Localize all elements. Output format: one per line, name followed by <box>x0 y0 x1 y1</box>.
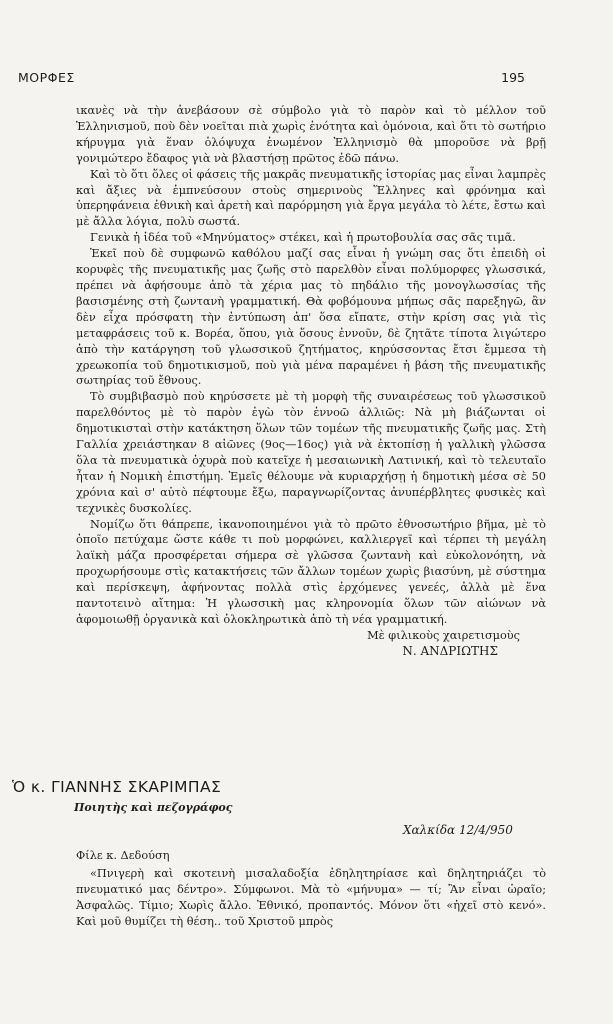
journal-title: ΜΟΡΦΕΣ <box>18 70 75 85</box>
salutation: Φίλε κ. Δεδούση <box>76 849 170 862</box>
paragraph-3: Γενικὰ ἡ ἰδέα τοῦ «Μηνύματος» στέκει, καὶ ἡ πρωτοβουλία σας σᾶς τιμᾶ. <box>90 231 516 245</box>
paragraph-1: ικανὲς νὰ τὴν ἀνεβάσουν σὲ σύμβολο γιὰ τὸ παρὸν καὶ τὸ μέλλον τοῦ Ἑλληνισμοῦ, ποὺ δὲν νοεῖται πιὰ χωρὶς ἑνότητα καὶ ὁμόνοια, καὶ ὅτι τὸ σωτήριο κήρυγμα γιὰ ἕναν ὁλόψυχα ἑνωμένον Ἑλληνισμὸ θὰ μποροῦσε νὰ βρῇ γονιμώτερο ἔδαφος γιὰ νὰ βλαστήσῃ πρῶτος ἐδῶ πάνω. <box>76 104 546 165</box>
paragraph-6: Νομίζω ὅτι θάπρεπε, ἱκανοποιημένοι γιὰ τὸ πρῶτο ἐθνοσωτήριο βῆμα, μὲ τὸ ὁποῖο πετύχαμε ὥστε κάθε τι ποὺ μορφώνει, καλλιεργεῖ καὶ τέρπει τὴ μεγάλη λαϊκὴ μάζα προσφέρεται σήμερα σὲ γλῶσσα ζωντανὴ καὶ εὐκολονόητη, νὰ προχωρήσουμε στὶς κατακτήσεις τῶν ἄλλων τομέων χωρὶς βιασύνη, μὲ σύστημα καὶ περίσκεψη, ἀφήνοντας πολλὰ στὶς ἐρχόμενες γενεές, ἀλλὰ μὲ ἕνα παντοτεινὸ αἴτημα: Ἡ γλωσσικὴ μας κληρονομία ὅλων τῶν αἰώνων νὰ ἀφομοιωθῇ ὀργανικὰ καὶ ὁλοκληρωτικὰ ἀπὸ τὴ νέα γραμματική. <box>76 517 546 626</box>
paragraph-2: Καὶ τὸ ὅτι ὅλες οἱ φάσεις τῆς μακρᾶς πνευματικῆς ἱστορίας μας εἶναι λαμπρὲς καὶ ἄξιες νὰ ἐμπνεύσουν στοὺς σημερινοὺς Ἕλληνες καὶ φρόνημα καὶ ὑπερηφάνεια ἐθνικὴ καὶ ἀρετὴ καὶ παρόρμηση γιὰ ἔργα μεγάλα τὸ λέτε, ἔστω καὶ μὲ ἄλλα λόγια, πολὺ σωστά. <box>76 167 546 229</box>
letter-andriotis <box>76 103 546 660</box>
place-date: Χαλκίδα 12/4/950 <box>403 823 513 837</box>
section-author-heading: Ὁ κ. ΓΙΑΝΝΗΣ ΣΚΑΡΙΜΠΑΣ <box>12 778 222 796</box>
author-subtitle: Ποιητὴς καὶ πεζογράφος <box>74 801 233 814</box>
page-number: 195 <box>501 70 525 85</box>
letter-signature: Ν. ΑΝΔΡΙΩΤΗΣ <box>402 643 498 658</box>
letter-closing: Μὲ φιλικοὺς χαιρετισμοὺς <box>367 628 520 642</box>
paragraph-7: «Πνιγερὴ καὶ σκοτεινὴ μισαλαδοξία ἐδηλητηρίασε καὶ δηλητηριάζει τὸ πνευματικό μας δέντρο». Σύμφωνοι. Μὰ τὸ «μήνυμα» — τί; Ἂν εἶναι ὡραῖο; Ἀσφαλῶς. Τίμιο; Χωρὶς ἄλλο. Ἐθνικό, προπαντός. Μόνον ὅτι «ἠχεῖ στὸ κενό». Καὶ μοῦ θυμίζει τὴ θέση.. τοῦ Χριστοῦ μπρὸς <box>76 866 546 928</box>
letter-skarimpas <box>76 848 546 930</box>
paragraph-4: Ἐκεῖ ποὺ δὲ συμφωνῶ καθόλου μαζί σας εἶναι ἡ γνώμη σας ὅτι ἐπειδὴ οἱ κορυφὲς τῆς πνευματικῆς μας ζωῆς στὸ παρελθὸν εἶναι πολύμορφες γλωσσικά, πρέπει νὰ ἀφήσουμε ἀπὸ τὰ χέρια μας τὸ πηδάλιο τῆς μονογλωσσίας τῆς βασισμένης στὴ ζωντανὴ γραμματική. Θὰ φοβόμουνα μήπως σᾶς παρεξηγῶ, ἂν δὲν εἶχα πρόσφατη τὴν ἐντύπωση ἀπ' ὅσα εἴπατε, στὴν κρίση σας γιὰ τὶς μεταφράσεις τοῦ κ. Βορέα, ὅπου, γιὰ ὅσους ἐννοῦν, δὲ ζητᾶτε τίποτα λιγώτερο ἀπὸ τὴν κατάργηση τοῦ γλωσσικοῦ ζητήματος, κηρύσσοντας ἔτσι ἔμμεσα τὴ χρεωκοπία τοῦ δημοτικισμοῦ, ποὺ γιὰ μένα παραμένει ἡ βάση τῆς πνευματικῆς σωτηρίας τοῦ ἔθνους. <box>76 247 546 388</box>
paragraph-5: Τὸ συμβιβασμὸ ποὺ κηρύσσετε μὲ τὴ μορφὴ τῆς συναιρέσεως τοῦ γλωσσικοῦ παρελθόντος μὲ τὸ παρὸν ἐγὼ τὸν ἐννοῶ ἀλλιῶς: Νὰ μὴ βιάζωνται οἱ δημοτικισταὶ στὴν κατάκτηση ὅλων τῶν τομέων τῆς πνευματικῆς ζωῆς μας. Στὴ Γαλλία χρειάστηκαν 8 αἰῶνες (9ος—16ος) γιὰ νὰ ἐκτοπίσῃ ἡ γαλλικὴ γλῶσσα ὅλα τὰ πνευματικὰ ὀχυρὰ ποὺ κατεῖχε ἡ μεσαιωνικὴ Λατινική, καὶ τὸ τελευταῖο ἦταν ἡ Νομικὴ ἐπιστήμη. Ἐμεῖς θέλουμε νὰ κυριαρχήσῃ ἡ δημοτικὴ μέσα σὲ 50 χρόνια καὶ σ' αὐτὸ πέφτουμε ἔξω, παραγνωρίζοντας ἀνυπέρβλητες φυσικὲς καὶ τεχνικὲς δυσκολίες. <box>76 390 546 515</box>
page-header <box>18 70 595 86</box>
